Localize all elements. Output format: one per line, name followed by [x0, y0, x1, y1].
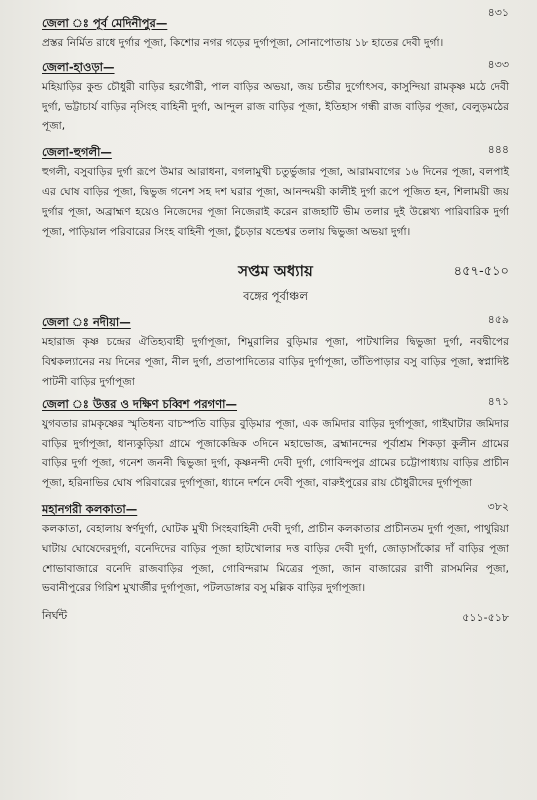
section-text: হুগলী, বসুবাড়ির দুর্গা রূপে উমার আরাধনা, বগলামুখী চতুর্ভুজার পূজা, আরামবাগের ১৬ দিনের পূজা, বলপাই এর ঘোষ বাড়ির পূজা, দ্বিভুজ গনেশ সহ দশ ঘরার পূজা, আনন্দময়ী কালীই দুর্গা রূপে পূজিত হন, শিলাময়ী জয় দুর্গার পূজা, অব্রাহ্মণ হয়েও নিজেদের পূজা নিজেরাই করেন রাজহাটি ভীম তলার দুই উল্লেখ্য পারিবারিক দুর্গা পূজা, পাড়িয়াল পরিবারের সিংহ বাহিনী পূজা, চুঁচড়ার ষন্ডেশ্বর তলায় দ্বিভুজা অভয়া দুর্গা।	[42, 166, 509, 238]
page-number: ৪৩৩	[487, 57, 509, 71]
section-text: প্রস্তর নির্মিত রাধে দুর্গার পূজা, কিশোর নগর গড়ের দুর্গাপূজা, সোনাপোতায় ১৮ হাতের দেবী দুর্গা।	[42, 37, 444, 49]
index-page-range: ৫১১-৫১৮	[462, 611, 509, 625]
section-howrah	[42, 56, 509, 137]
index-entry	[42, 607, 509, 627]
chapter-title: সপ্তম অধ্যায়	[238, 262, 313, 281]
chapter-page-range: ৪৫৭-৫১০	[453, 264, 509, 280]
section-heading: জেলা-হুগলী—	[42, 145, 112, 160]
page-number: ৪৭১	[487, 394, 509, 408]
section-heading: জেলা ঃ নদীয়া—	[42, 315, 131, 330]
section-text: কলকাতা, বেহালায় স্বর্ণদুর্গা, ঘোটক মুখী সিংহবাহিনী দেবী দুর্গা, প্রাচীন কলকাতার প্রাচীনতম দুর্গা পূজা, পাথুরিয়া ঘাটায় ঘোষেদেরদুর্গা, বনেদিদের বাড়ির পূজা হাটখোলার দত্ত বাড়ির দেবী দুর্গা, জোড়াসাঁকোর দাঁ বাড়ির পূজা শোভাবাজারে বনেদি রাজবাড়ির পূজা, গোবিন্দরাম মিত্রের পূজা, জান বাজারের রাণী রাসমনির পূজা, ভবানীপুরের গিরিশ মুখার্জীর দুর্গাপূজা, পটলডাঙ্গার বসু মল্লিক বাড়ির দুর্গাপূজা।	[42, 522, 509, 595]
section-text: যুগবতার রামকৃষ্ণের স্মৃতিধন্য বাচস্পতি বাড়ির বুড়িমার পূজা, এক জমিদার বাড়ির দুর্গাপূজা, গাইঘাটার জমিদার বাড়ির দুর্গাপূজা, ধান্যকুড়িয়া গ্রামে পূজাকেন্দ্রিক ৩দিনে মহাভোজ, ব্রহ্মানন্দের পূর্বাশ্রম শিকড়া কুলীন গ্রামের বাড়ির দুর্গা পূজা, গনেশ জননী দ্বিভুজা দুর্গা, কৃষ্ণনন্দী দেবী দুর্গা, গোবিন্দপুর গ্রামের চট্টোপাধ্যায় বাড়ির প্রাচীন পূজা, হরিনাভির ঘোষ পরিবারের দুর্গাপূজা, ধ্যানে দর্শনে দেবী পূজা, বারুইপুরের রায় চৌধুরীদের দুর্গাপূজা	[42, 417, 509, 490]
section-heading: জেলা ঃ উত্তর ও দক্ষিণ চব্বিশ পরগণা—	[42, 396, 238, 411]
section-kolkata	[42, 498, 509, 599]
chapter-subtitle: বঙ্গের পূর্বাঞ্চল	[243, 289, 308, 304]
section-nadia	[42, 311, 509, 392]
section-heading: মহানগরী কলকাতা—	[42, 501, 138, 516]
section-purba-medinipur	[42, 4, 509, 54]
page-number: ৪৪৪	[487, 143, 509, 157]
page-number: ৩৮২	[487, 499, 509, 513]
page-number: ৪৫৯	[487, 313, 509, 327]
section-text: মহারাজ কৃষ্ণ চন্দ্রের ঐতিহ্যবাহী দুর্গাপূজা, শিমুরালির বুড়িমার পূজা, পাটখালির দ্বিভুজা দুর্গা, নবদ্বীপের বিশ্বকল্যানের নয় দিনের পূজা, নীল দুর্গা, প্রতাপাদিত্যের বাড়ির দুর্গাপূজা, তাঁতিপাড়ার বসু বাড়ির পূজা, স্বপ্নাদিষ্ট পাটনী বাড়ির দুর্গাপূজা	[42, 336, 509, 388]
section-heading: জেলা ঃ পূর্ব মেদিনীপুর—	[42, 16, 168, 30]
section-heading: জেলা-হাওড়া—	[42, 59, 115, 74]
chapter-header	[42, 260, 509, 286]
index-label: নির্ঘন্ট	[42, 609, 68, 623]
section-text: মহিয়াড়ির কুন্ড চৌধুরী বাড়ির হরগৌরী, পাল বাড়ির অভয়া, জয় চন্ডীর দুর্গোৎসব, কাসুন্দিয়া রামকৃষ্ণ মঠে দেবী দুর্গা, ভট্টাচার্য বাড়ির নৃসিংহ বাহিনী দুর্গা, আন্দুল রাজ বাড়ির পূজা, ইতিহাস গন্ধী রাজ বাড়ির পূজা, বেলুড়মঠের পূজা,	[42, 80, 509, 133]
section-24-parganas	[42, 393, 509, 494]
section-hooghly	[42, 141, 509, 242]
page-number: ৪৩১	[487, 6, 509, 19]
